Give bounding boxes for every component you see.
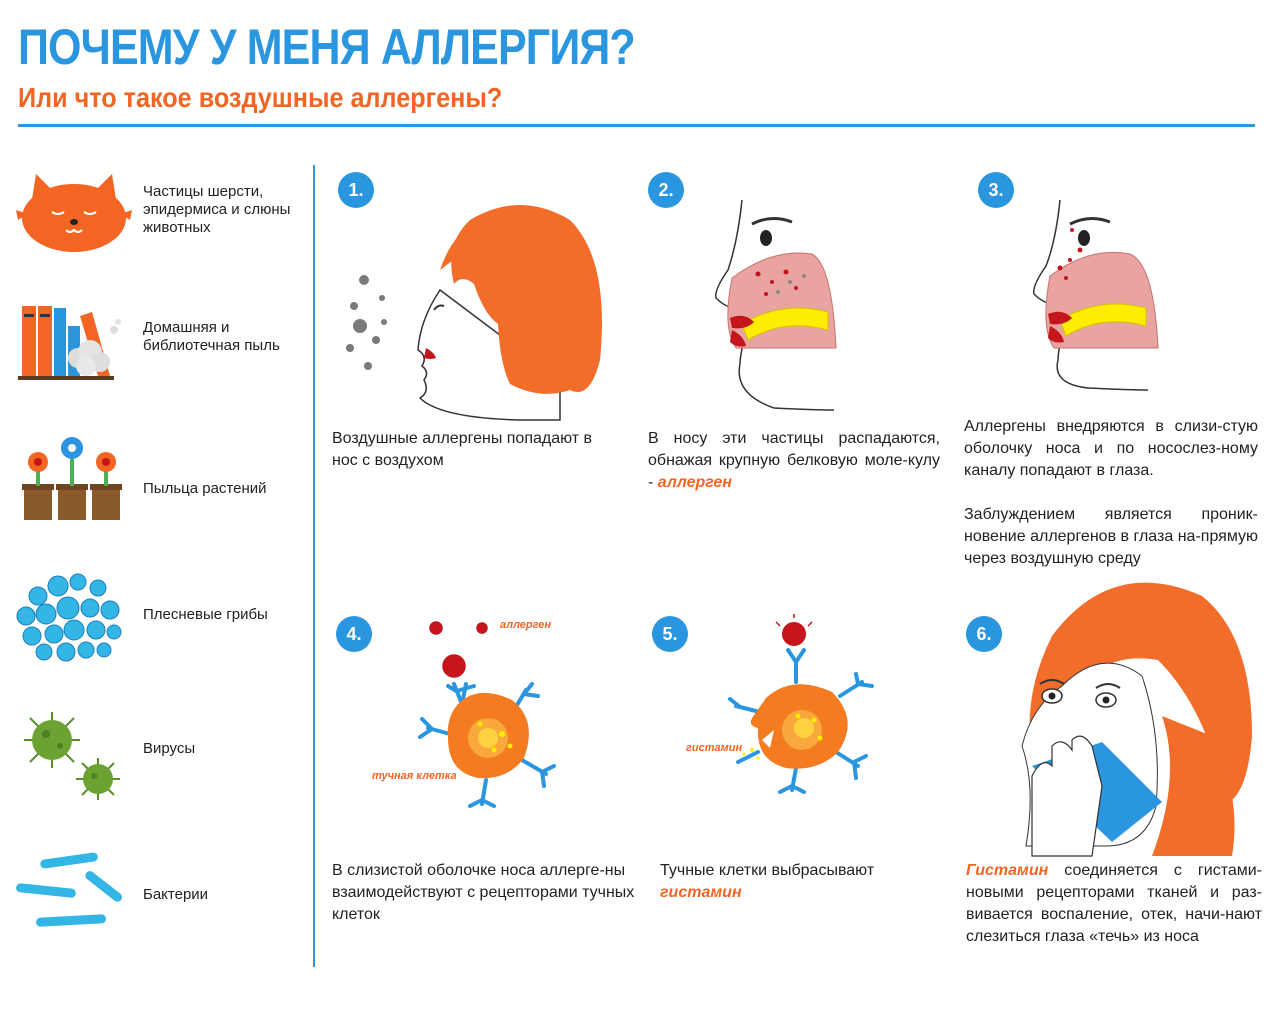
step-4-caption: В слизистой оболочке носа аллерге-ны взаимодействуют с рецепторами тучных клеток	[332, 862, 635, 923]
step-4-number: 4.	[336, 616, 372, 652]
flowers-icon	[20, 436, 124, 522]
step-6-caption	[966, 860, 1262, 948]
step-6-illustration	[1012, 576, 1252, 856]
step-1-illustration	[340, 200, 610, 422]
step-3-caption-2: Заблуждением является проник-новение аллергенов в глаза на-прямую через воздушную среду	[964, 506, 1258, 567]
step-5-caption	[660, 860, 940, 904]
step-6-highlight: Гистамин	[966, 862, 1049, 879]
step-1-number: 1.	[338, 172, 374, 208]
step-2-number: 2.	[648, 172, 684, 208]
step-5-histamine-label: гистамин	[686, 742, 743, 754]
step-4-mast-cell-label: тучная клетка	[372, 770, 457, 782]
bacteria-icon	[12, 852, 128, 936]
step-3-number: 3.	[978, 172, 1014, 208]
source-label-dust: Домашняя и библиотечная пыль	[143, 319, 280, 354]
step-5-text: Тучные клетки выбрасывают	[660, 862, 875, 879]
step-3-illustration	[1030, 196, 1160, 392]
source-label-animals: Частицы шерсти, эпидермиса и слюны животных	[143, 183, 291, 236]
step-4-allergen-label: аллерген	[500, 619, 551, 631]
books-dust-icon	[18, 304, 122, 382]
page-subtitle: Или что такое воздушные аллергены?	[18, 82, 503, 113]
step-1-caption: Воздушные аллергены попадают в нос с воздухом	[332, 430, 593, 469]
page-title: ПОЧЕМУ У МЕНЯ АЛЛЕРГИЯ?	[18, 19, 635, 75]
step-2-highlight: аллерген	[657, 474, 732, 491]
step-6-number: 6.	[966, 616, 1002, 652]
virus-icon	[12, 708, 128, 804]
mold-icon	[14, 572, 124, 668]
step-2-illustration	[712, 196, 842, 412]
step-4-illustration	[410, 614, 570, 814]
step-3-caption: Аллергены внедряются в слизи-стую оболочку носа и по носослез-ному каналу попадают в глаза.	[964, 418, 1258, 479]
source-label-pollen: Пыльца растений	[143, 480, 267, 497]
column-divider	[313, 165, 315, 967]
step-5-illustration	[722, 612, 886, 802]
step-6-text: соединяется с гистами-новыми рецепторами тканей и раз-вивается воспаление, отек, начи-нают слезиться глаза «течь» из носа	[966, 862, 1262, 945]
cat-icon	[16, 172, 132, 254]
step-5-number: 5.	[652, 616, 688, 652]
source-label-bacteria: Бактерии	[143, 886, 209, 903]
step-2-caption	[648, 428, 940, 494]
step-5-highlight: гистамин	[660, 884, 742, 901]
source-label-viruses: Вирусы	[143, 740, 196, 757]
step-2-text: В носу эти частицы распадаются, обнажая крупную белковую моле-кулу -	[648, 430, 940, 491]
header-divider	[18, 124, 1255, 127]
source-label-mold: Плесневые грибы	[143, 606, 268, 623]
